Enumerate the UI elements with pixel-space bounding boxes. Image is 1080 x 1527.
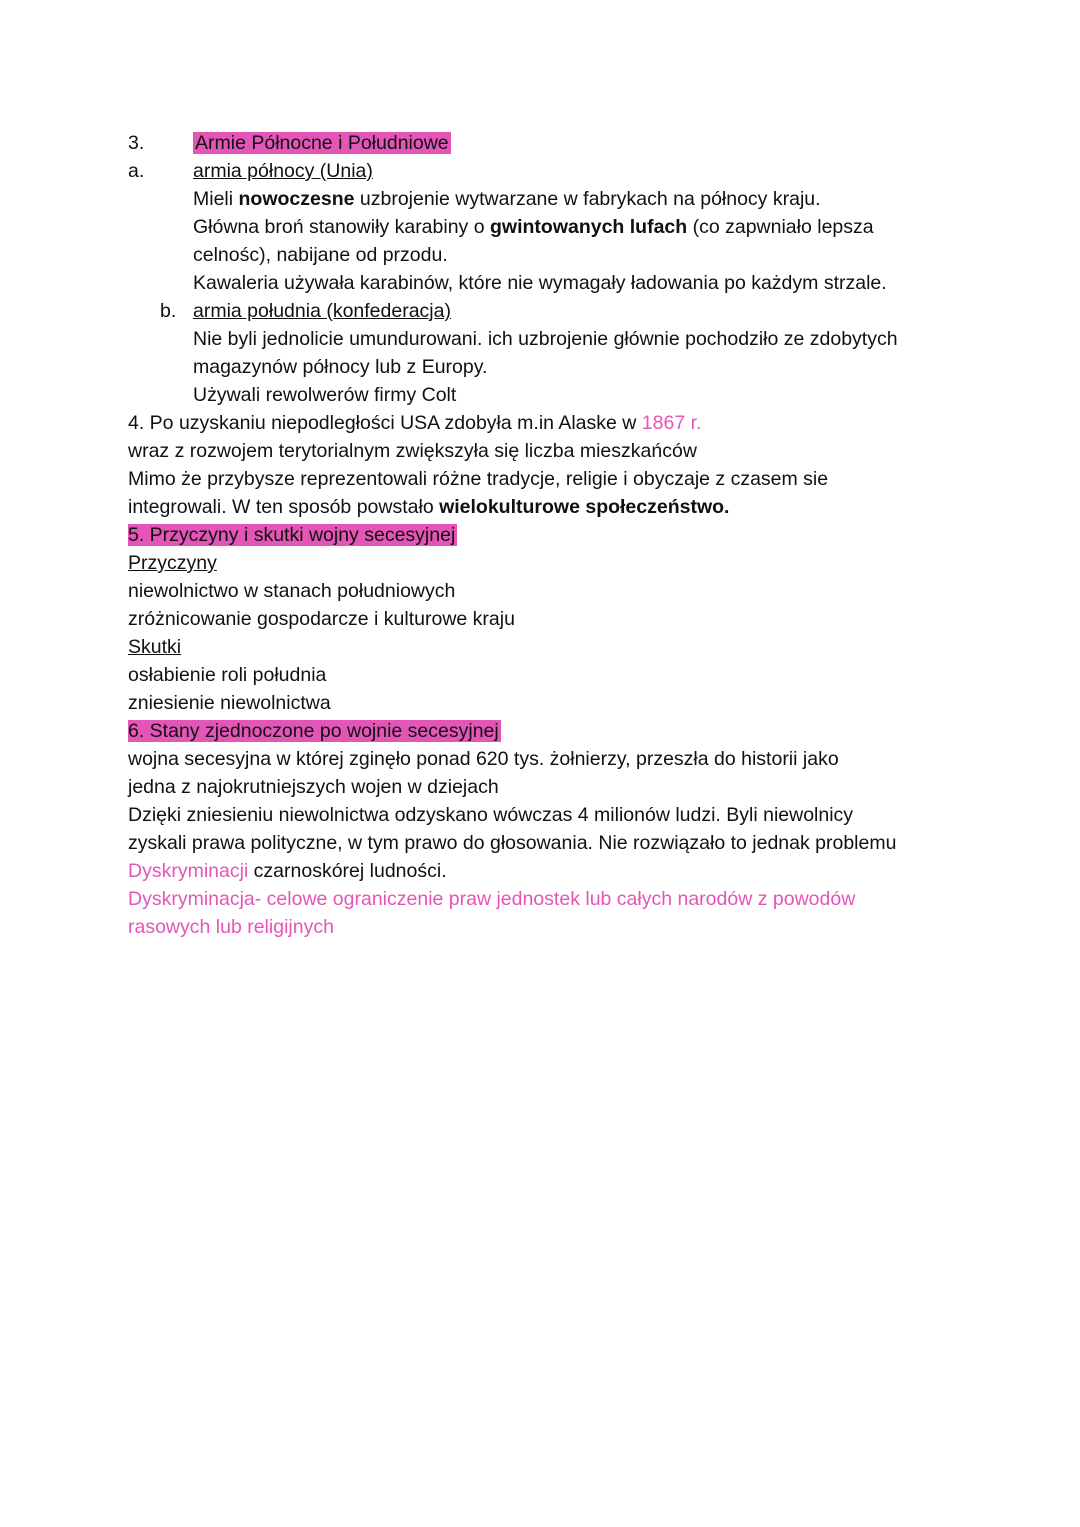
- item-b-line-3: Używali rewolwerów firmy Colt: [193, 384, 457, 406]
- cause-2: zróżnicowanie gospodarcze i kulturowe kraju: [128, 608, 515, 630]
- cause-1: niewolnictwo w stanach południowych: [128, 580, 456, 602]
- definition-line-1: Dyskryminacja- celowe ograniczenie praw jednostek lub całych narodów z powodów: [128, 888, 856, 910]
- effect-1: osłabienie roli południa: [128, 664, 327, 686]
- section-3-title-text: Armie Północne i Południowe: [195, 132, 449, 154]
- causes-heading: Przyczyny: [128, 552, 217, 574]
- item-a-line-4: Kawaleria używała karabinów, które nie wymagały ładowania po każdym strzale.: [193, 272, 887, 294]
- section-6-title: [128, 717, 501, 745]
- section-6-line-3: Dzięki zniesieniu niewolnictwa odzyskano wówczas 4 milionów ludzi. Byli niewolnicy: [128, 804, 854, 826]
- bold-term: nowoczesne: [238, 188, 355, 210]
- year-highlight: 1867 r.: [641, 412, 702, 434]
- item-b-title: [193, 297, 451, 325]
- section-6-line-5: Dyskryminacji czarnoskórej ludności.: [128, 860, 447, 882]
- item-a-line-1: Mieli nowoczesne uzbrojenie wytwarzane w fabrykach na północy kraju.: [193, 188, 821, 210]
- section-6-line-4: zyskali prawa polityczne, w tym prawo do głosowania. Nie rozwiązało to jednak problemu: [128, 832, 897, 854]
- section-4-line-3: Mimo że przybysze reprezentowali różne tradycje, religie i obyczaje z czasem sie: [128, 468, 829, 490]
- item-a-line-2: Główna broń stanowiły karabiny o gwintowanych lufach (co zapwniało lepsza: [193, 216, 874, 238]
- definition-line-2: rasowych lub religijnych: [128, 916, 334, 938]
- bold-term: wielokulturowe społeczeństwo.: [439, 496, 730, 518]
- section-3-number: 3.: [128, 132, 145, 154]
- section-4-line-1: 4. Po uzyskaniu niepodległości USA zdobyła m.in Alaske w 1867 r.: [128, 412, 702, 434]
- item-a-line-3: celnośc), nabijane od przodu.: [193, 244, 448, 266]
- item-a-title: [193, 157, 373, 185]
- section-5-title-text: 5. Przyczyny i skutki wojny secesyjnej: [128, 524, 456, 546]
- section-6-line-1: wojna secesyjna w której zginęło ponad 620 tys. żołnierzy, przeszła do historii jako: [128, 748, 839, 770]
- item-a-title-text: armia północy (Unia): [193, 160, 373, 182]
- item-b-line-2: magazynów północy lub z Europy.: [193, 356, 488, 378]
- effect-2: zniesienie niewolnictwa: [128, 692, 331, 714]
- section-6-line-2: jedna z najokrutniejszych wojen w dziejach: [128, 776, 499, 798]
- item-b-title-text: armia południa (konfederacja): [193, 300, 451, 322]
- bold-term: gwintowanych lufach: [490, 216, 688, 238]
- section-3-title: [193, 129, 451, 157]
- item-b-label: b.: [160, 300, 177, 322]
- section-6-title-text: 6. Stany zjednoczone po wojnie secesyjnej: [128, 720, 499, 742]
- item-b-line-1: Nie byli jednolicie umundurowani. ich uzbrojenie głównie pochodziło ze zdobytych: [193, 328, 898, 350]
- section-5-title: [128, 521, 457, 549]
- section-4-line-4: integrowali. W ten sposób powstało wielokulturowe społeczeństwo.: [128, 496, 730, 518]
- item-a-label: a.: [128, 160, 145, 182]
- effects-heading: Skutki: [128, 636, 182, 658]
- term-highlight: Dyskryminacji: [128, 860, 249, 882]
- section-4-line-2: wraz z rozwojem terytorialnym zwiększyła się liczba mieszkańców: [128, 440, 697, 462]
